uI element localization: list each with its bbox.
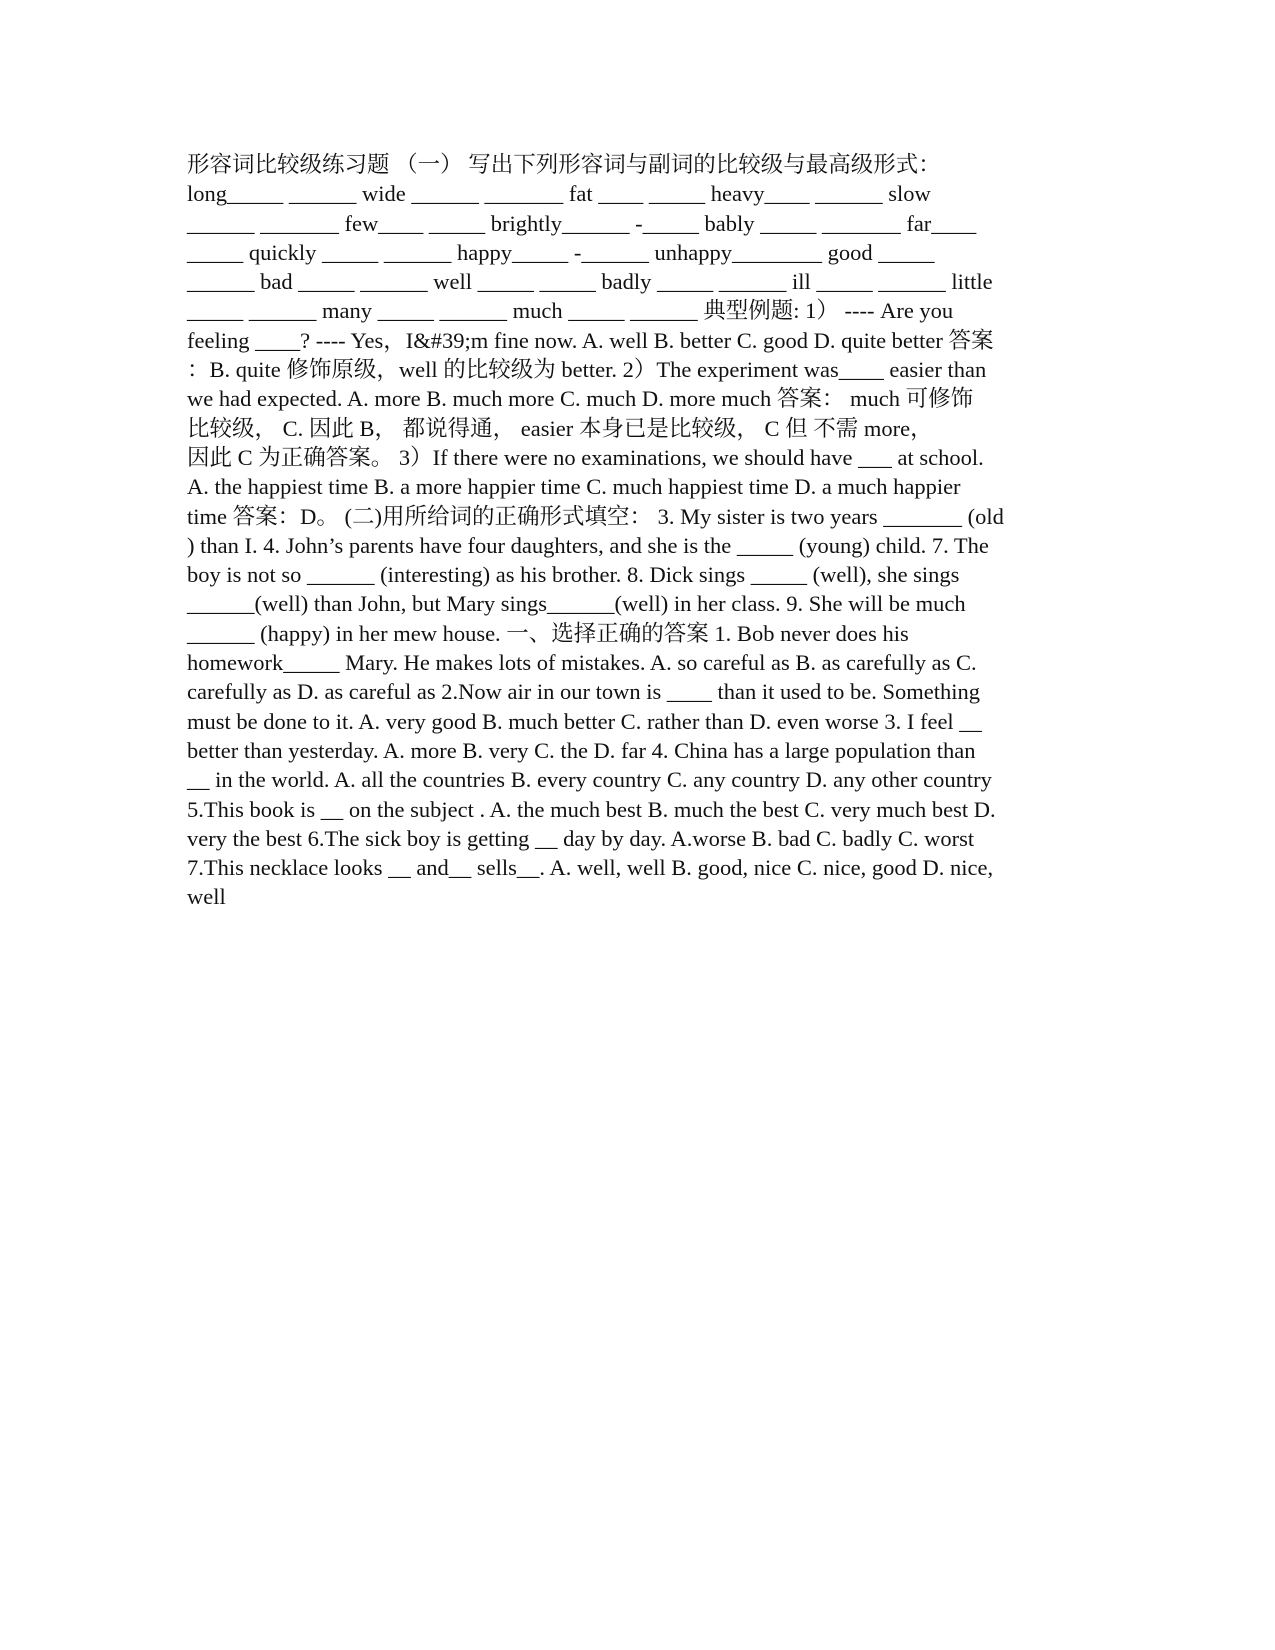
text-line: 5.This book is __ on the subject . A. the much best B. much the best C. very much best D.: [187, 796, 996, 822]
text-line: 比较级， C. 因此 B， 都说得通， easier 本身已是比较级， C 但 不需 more，: [187, 415, 933, 441]
text-line: ) than I. 4. John’s parents have four daughters, and she is the _____ (young) child. 7. The: [187, 532, 989, 558]
text-line: ______ (happy) in her mew house. 一、选择正确的答案 1. Bob never does his: [187, 620, 909, 646]
text-line: A. the happiest time B. a more happier time C. much happiest time D. a much happier: [187, 474, 961, 500]
text-line: 因此 C 为正确答案。 3）If there were no examinations, we should have ___ at school.: [187, 444, 984, 470]
text-line: well: [187, 884, 226, 910]
exercise-text: [187, 150, 1102, 912]
text-line: __ in the world. A. all the countries B. every country C. any country D. any other country: [187, 767, 992, 793]
text-line: we had expected. A. more B. much more C. much D. more much 答案： much 可修饰: [187, 386, 974, 412]
text-line: boy is not so ______ (interesting) as his brother. 8. Dick sings _____ (well), she sings: [187, 562, 960, 588]
text-line: homework_____ Mary. He makes lots of mistakes. A. so careful as B. as carefully as C.: [187, 650, 977, 676]
text-line: feeling ____? ---- Yes，I&#39;m fine now. A. well B. better C. good D. quite better 答案: [187, 327, 994, 353]
text-line: must be done to it. A. very good B. much better C. rather than D. even worse 3. I feel __: [187, 708, 982, 734]
text-line: better than yesterday. A. more B. very C. the D. far 4. China has a large population than: [187, 737, 976, 763]
text-line: time 答案：D。 (二)用所给词的正确形式填空： 3. My sister is two years _______ (old: [187, 503, 1004, 529]
text-line: 形容词比较级练习题 （一） 写出下列形容词与副词的比较级与最高级形式：: [187, 152, 941, 177]
text-line: ______ bad _____ ______ well _____ _____ badly _____ ______ ill _____ ______ little: [187, 269, 993, 295]
text-line: _____ ______ many _____ ______ much _____ ______ 典型例题: 1） ---- Are you: [187, 298, 954, 324]
text-line: _____ quickly _____ ______ happy_____ -______ unhappy________ good _____: [187, 239, 935, 265]
text-line: 7.This necklace looks __ and__ sells__. A. well, well B. good, nice C. nice, good D. nice,: [187, 855, 994, 881]
text-line: long_____ ______ wide ______ _______ fat ____ _____ heavy____ ______ slow: [187, 181, 931, 207]
text-line: carefully as D. as careful as 2.Now air in our town is ____ than it used to be. Something: [187, 679, 980, 705]
text-line: ______ _______ few____ _____ brightly______ -_____ bably _____ _______ far____: [187, 210, 977, 236]
text-line: very the best 6.The sick boy is getting __ day by day. A.worse B. bad C. badly C. worst: [187, 825, 975, 851]
text-line: ______(well) than John, but Mary sings______(well) in her class. 9. She will be much: [187, 591, 966, 617]
text-line: ：B. quite 修饰原级，well 的比较级为 better. 2）The experiment was____ easier than: [187, 357, 987, 383]
